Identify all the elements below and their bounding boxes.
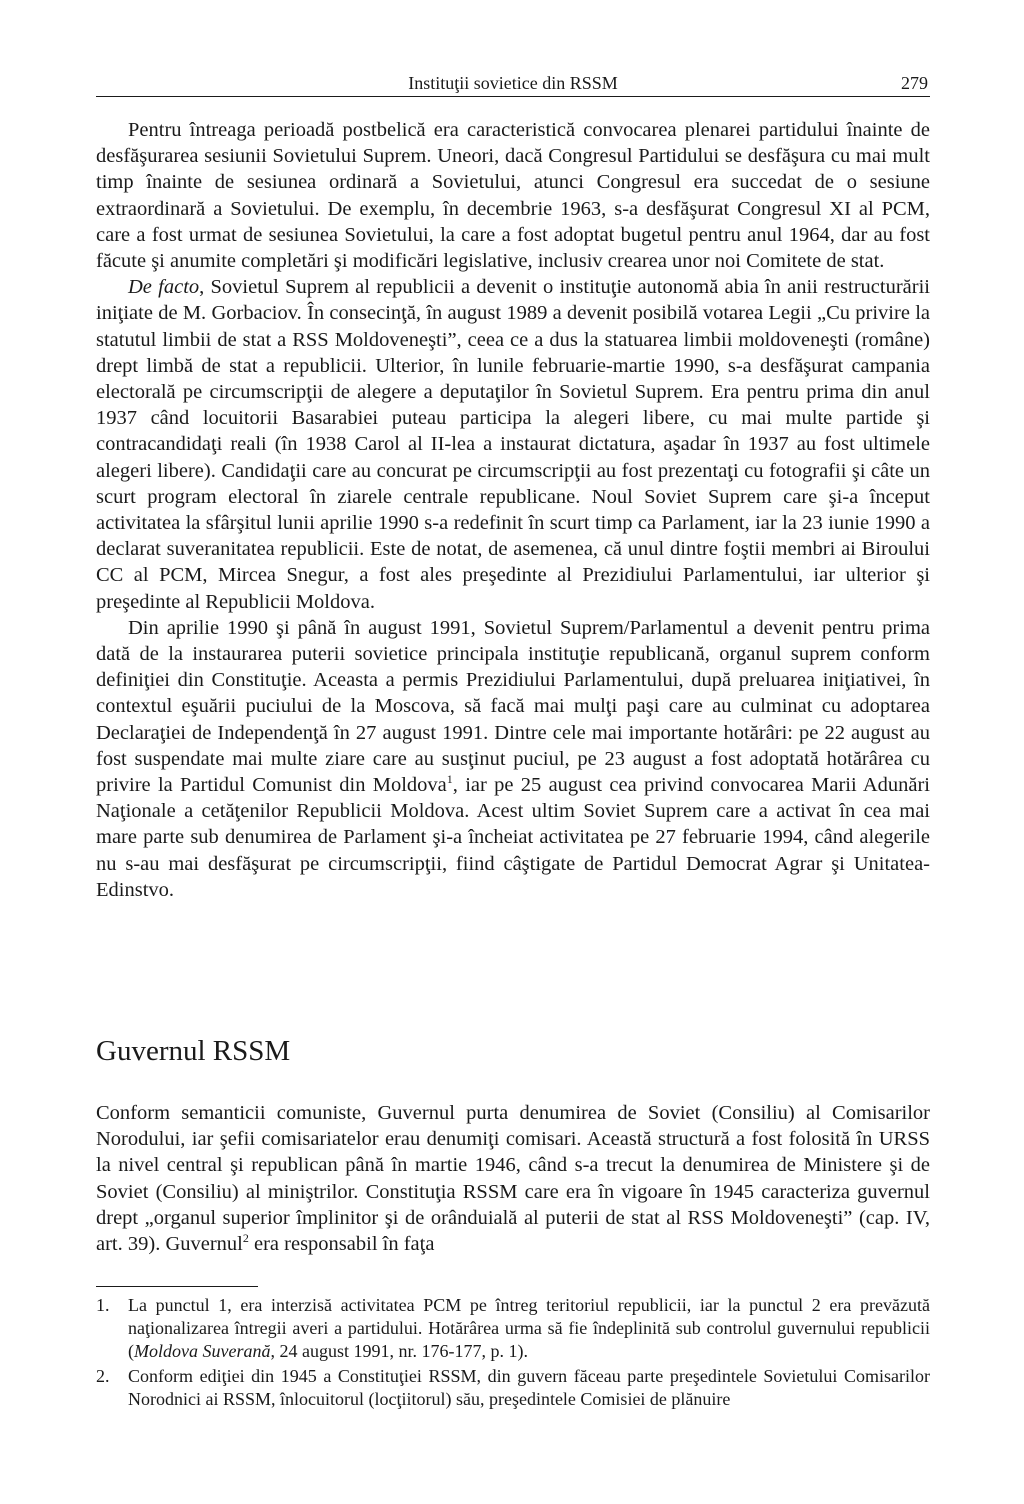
footnote-1-text-b: , 24 august 1991, nr. 176-177, p. 1). bbox=[270, 1341, 528, 1361]
paragraph-2-italic: De facto bbox=[128, 276, 200, 299]
footnote-ref-1[interactable]: 1 bbox=[446, 772, 453, 787]
paragraph-3-text-b: , iar pe 25 august cea privind convocarea Marii Adunări Naţionale a cetăţenilor Republicii Moldova. Acest ultim Soviet Suprem care a activat în cea mai mare parte sub denumirea de Parlament şi-a încheiat activitatea pe 27 februarie 1994, când alegerile nu s-au mai desfăşurat pe circumscripţii, fiind câştigate de Partidul Democrat Agrar şi Unitatea-Edinstvo. bbox=[96, 774, 931, 901]
paragraph-2 bbox=[96, 274, 930, 615]
running-title: Instituţii sovietice din RSSM bbox=[408, 73, 618, 93]
footnote-divider bbox=[96, 1286, 258, 1287]
page-number: 279 bbox=[901, 73, 928, 93]
footnote-1-text-a: La punctul 1, era interzisă activitatea PCM pe întreg teritoriul republicii, iar la punctul 2 era prevăzută naţionalizarea întregii averi a partidului. Hotărârea urma să fie îndeplinită sub controlul guvernului republicii ( bbox=[128, 1295, 930, 1361]
section-text bbox=[96, 1100, 930, 1257]
footnote-1-label: 1. bbox=[96, 1295, 110, 1315]
section-text-b: era responsabil în faţa bbox=[248, 1233, 435, 1256]
footnote-2-label: 2. bbox=[96, 1366, 110, 1386]
footnote-1-italic: Moldova Suverană bbox=[134, 1341, 271, 1361]
footnote-2 bbox=[96, 1365, 930, 1411]
paragraph-3 bbox=[96, 615, 930, 903]
footnotes bbox=[96, 1294, 930, 1413]
paragraph-2-text: , Sovietul Suprem al republicii a devenit o instituţie autonomă abia în anii restructurării iniţiate de M. Gorbaciov. În consecinţă, în august 1989 a devenit posibilă votarea Legii „Cu privire la statutul limbii de stat a RSS Moldoveneşti”, ceea ce a dus la statuarea limbii moldoveneşti (române) drept limbă de stat a republicii. Ulterior, în lunile februarie-martie 1990, s-a desfăşurat campania electorală pe circumscripţii de alegere a deputaţilor în Sovietul Suprem. Era pentru prima din anul 1937 când locuitorii Basarabiei puteau participa la alegeri libere, cu mai multe partide şi contracandidaţi reali (în 1938 Carol al II-lea a instaurat dictatura, aşadar în 1937 au fost ultimele alegeri libere). Candidaţii care au concurat pe circumscripţii au fost prezentaţi cu fotografii şi câte un scurt program electoral în ziarele centrale republicane. Noul Soviet Suprem care şi-a început activitatea la sfârşitul lunii aprilie 1990 s-a redefinit în scurt timp ca Parlament, iar la 23 iunie 1990 a declarat suveranitatea republicii. Este de notat, de asemenea, că unul dintre foştii membri ai Biroului CC al PCM, Mircea Snegur, a fost ales preşedinte al Prezidiului Parlamentului, iar ulterior şi preşedinte al Republicii Moldova. bbox=[96, 276, 930, 613]
main-text bbox=[96, 117, 930, 903]
running-header bbox=[96, 72, 930, 97]
section-paragraph bbox=[96, 1100, 930, 1257]
section-heading: Guvernul RSSM bbox=[96, 1035, 291, 1067]
footnote-ref-2[interactable]: 2 bbox=[242, 1231, 249, 1246]
footnote-1 bbox=[96, 1294, 930, 1363]
section-text-a: Conform semanticii comuniste, Guvernul purta denumirea de Soviet (Consiliu) al Comisarilor Norodului, iar şefii comisariatelor erau denumiţi comisari. Această structură a fost folosită în URSS la nivel central şi republican până în martie 1946, când s-a trecut la denumirea de Ministere şi de Soviet (Consiliu) al miniştrilor. Constituţia RSSM care era în vigoare în 1945 caracteriza guvernul drept „organul superior împlinitor şi de orânduială al puterii de stat al RSS Moldoveneşti” (cap. IV, art. 39). Guvernul bbox=[96, 1102, 930, 1256]
paragraph-1: Pentru întreaga perioadă postbelică era caracteristică convocarea plenarei partidului înainte de desfăşurarea sesiunii Sovietului Suprem. Uneori, dacă Congresul Partidului se desfăşura cu mai mult timp înainte de sesiunea ordinară a Sovietului, atunci Congresul era succedat de o sesiune extraordinară a Sovietului. De exemplu, în decembrie 1963, s-a desfăşurat Congresul XI al PCM, care a fost urmat de sesiunea Sovietului, la care a fost adoptat bugetul pentru anul 1964, dar au fost făcute şi anumite completări şi modificări legislative, inclusiv crearea unor noi Comitete de stat. bbox=[96, 119, 930, 273]
paragraph-3-text-a: Din aprilie 1990 şi până în august 1991, Sovietul Suprem/Parlamentul a devenit pentru prima dată de la instaurarea puterii sovietice principala instituţie republicană, organul suprem conform definiţiei din Constituţie. Aceasta a permis Prezidiului Parlamentului, după preluarea iniţiativei, în contextul eşuării puciului de la Moscova, să facă mai mulţi paşi care au culminat cu adoptarea Declaraţiei de Independenţă în 27 august 1991. Dintre cele mai importante hotărâri: pe 22 august au fost suspendate mai multe ziare care au susţinut puciul, pe 23 august a fost adoptată hotărârea cu privire la Partidul Comunist din Moldova bbox=[96, 616, 930, 797]
footnote-2-text: Conform ediţiei din 1945 a Constituţiei RSSM, din guvern făceau parte preşedintele Sovietului Comisarilor Norodnici ai RSSM, înlocuitorul (locţiitorul) său, preşedintele Comisiei de plănuire bbox=[128, 1366, 930, 1409]
